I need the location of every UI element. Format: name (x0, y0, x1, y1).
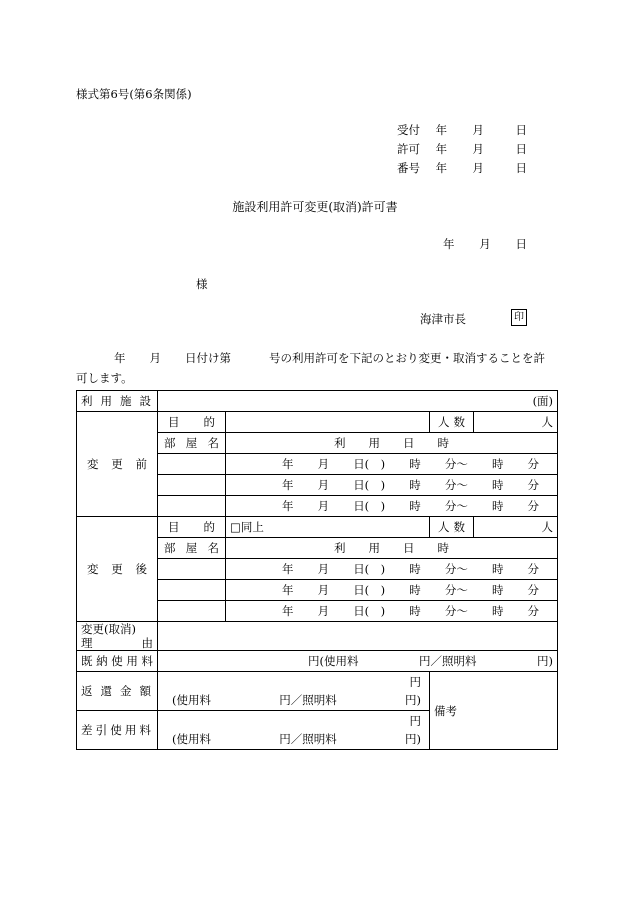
dt-day: 日( ) (353, 457, 386, 471)
addressee-suffix: 様 (196, 277, 208, 291)
dt-month: 月 (317, 478, 330, 492)
reason-label-yu: 由 (141, 636, 153, 650)
purpose-label: 目的 (158, 517, 226, 538)
after-room-field[interactable] (158, 580, 226, 601)
refund-yen: 円 (409, 675, 421, 689)
facility-suffix: (面) (532, 394, 554, 408)
refund-light: 円／照明料 (279, 693, 337, 707)
reception-day: 日 (515, 142, 527, 156)
form-number-label: 様式第6号(第6条関係) (76, 87, 192, 101)
datetime-header: 利 用 日 時 (226, 433, 558, 454)
dt-hour2: 時 (491, 478, 504, 492)
dt-hour2: 時 (491, 499, 504, 513)
body-line-1 (76, 348, 556, 368)
reason-label-ri: 理 (81, 636, 93, 650)
reason-row (77, 622, 558, 651)
facility-row (77, 391, 558, 412)
facility-label: 利用施設 (77, 391, 158, 412)
diff-fee-light: 円／照明料 (279, 732, 337, 746)
reception-year: 年 (435, 123, 448, 137)
dt-min: 分〜 (444, 604, 468, 618)
after-datetime-field[interactable] (226, 580, 558, 601)
dt-hour: 時 (409, 478, 421, 492)
dt-year: 年 (282, 562, 294, 576)
room-name-label: 部屋名 (158, 538, 226, 559)
dt-hour2: 時 (491, 457, 504, 471)
dt-min: 分〜 (444, 499, 468, 513)
dt-day: 日( ) (353, 562, 386, 576)
before-people-field[interactable] (474, 412, 558, 433)
before-label: 変 更 前 (77, 412, 158, 517)
dt-min2: 分 (527, 457, 540, 471)
dt-year: 年 (282, 478, 294, 492)
permit-table (76, 390, 558, 750)
dt-hour: 時 (409, 583, 421, 597)
dt-year: 年 (282, 457, 294, 471)
dt-day: 日( ) (353, 583, 386, 597)
before-room-field[interactable] (158, 475, 226, 496)
reason-field[interactable] (158, 622, 558, 651)
reception-row-permitted (397, 141, 527, 157)
refund-usage: (使用料 (172, 693, 211, 707)
dt-min: 分〜 (444, 457, 468, 471)
paid-fee-label: 既納使用料 (77, 651, 158, 672)
dt-hour: 時 (409, 457, 421, 471)
refund-close: 円) (405, 693, 421, 707)
dt-month: 月 (317, 499, 330, 513)
dt-month: 月 (317, 562, 330, 576)
dt-hour2: 時 (491, 583, 504, 597)
diff-fee-label: 差引使用料 (77, 711, 158, 750)
diff-fee-usage: (使用料 (172, 732, 211, 746)
reception-day: 日 (515, 123, 527, 137)
diff-fee-yen: 円 (409, 714, 421, 728)
reception-month: 月 (472, 161, 484, 175)
body-text: 号の利用許可を下記のとおり変更・取消することを許 (269, 351, 545, 365)
after-label: 変 更 後 (77, 517, 158, 622)
dt-min: 分〜 (444, 583, 468, 597)
reception-label: 許可 (397, 142, 420, 156)
issue-year: 年 (443, 237, 455, 251)
body-dated: 日付け第 (185, 351, 231, 365)
dt-month: 月 (317, 457, 330, 471)
dt-hour2: 時 (491, 562, 504, 576)
body-month: 月 (149, 351, 161, 365)
dt-min2: 分 (527, 478, 540, 492)
dt-min2: 分 (527, 562, 540, 576)
facility-field[interactable] (158, 391, 558, 412)
remarks-field[interactable] (430, 672, 558, 750)
reception-month: 月 (472, 123, 484, 137)
reception-row-number (397, 160, 527, 176)
after-people-field[interactable] (474, 517, 558, 538)
reception-label: 受付 (397, 123, 420, 137)
before-purpose-row (77, 412, 558, 433)
body-paragraph (76, 348, 556, 388)
paid-fee-close: 円) (537, 654, 554, 668)
dt-hour: 時 (409, 562, 421, 576)
after-purpose-field[interactable]: □同上 (226, 517, 430, 538)
reception-label: 番号 (397, 161, 420, 175)
reception-day: 日 (515, 161, 527, 175)
before-datetime-field[interactable] (226, 496, 558, 517)
dt-min2: 分 (527, 604, 540, 618)
dt-year: 年 (282, 499, 294, 513)
document-title: 施設利用許可変更(取消)許可書 (232, 200, 398, 214)
reason-label-line1: 変更(取消) (81, 622, 136, 636)
dt-year: 年 (282, 604, 294, 618)
after-datetime-field[interactable] (226, 601, 558, 622)
after-room-field[interactable] (158, 601, 226, 622)
diff-fee-close: 円) (405, 732, 421, 746)
paid-fee-row (77, 651, 558, 672)
before-room-field[interactable] (158, 496, 226, 517)
issue-date (443, 236, 527, 252)
before-purpose-field[interactable] (226, 412, 430, 433)
diff-fee-field[interactable] (158, 711, 430, 750)
body-year: 年 (114, 351, 126, 365)
dt-day: 日( ) (353, 478, 386, 492)
refund-row (77, 672, 558, 711)
refund-label: 返還金額 (77, 672, 158, 711)
dt-hour2: 時 (491, 604, 504, 618)
room-name-label: 部屋名 (158, 433, 226, 454)
people-label: 人数 (430, 412, 474, 433)
dt-month: 月 (317, 604, 330, 618)
reception-month: 月 (472, 142, 484, 156)
reception-row-received (397, 122, 527, 138)
after-room-field[interactable] (158, 559, 226, 580)
body-line-2: 可します。 (76, 371, 133, 385)
before-datetime-field[interactable] (226, 475, 558, 496)
people-unit: 人 (541, 415, 554, 429)
dt-day: 日( ) (353, 604, 386, 618)
dt-min: 分〜 (444, 478, 468, 492)
purpose-label: 目的 (158, 412, 226, 433)
refund-field[interactable] (158, 672, 430, 711)
dt-min2: 分 (527, 499, 540, 513)
after-datetime-field[interactable] (226, 559, 558, 580)
paid-fee-field[interactable] (158, 651, 558, 672)
dt-min: 分〜 (444, 562, 468, 576)
issue-day: 日 (515, 237, 527, 251)
dt-min2: 分 (527, 583, 540, 597)
people-label: 人数 (430, 517, 474, 538)
reception-year: 年 (435, 142, 448, 156)
before-datetime-field[interactable] (226, 454, 558, 475)
issue-month: 月 (479, 237, 491, 251)
reason-label-line2 (81, 636, 153, 650)
issuer-name: 海津市長 (420, 312, 466, 326)
remarks-label: 備考 (434, 703, 457, 718)
after-purpose-row (77, 517, 558, 538)
reception-year: 年 (435, 161, 448, 175)
paid-fee-light: 円／照明料 (419, 654, 477, 668)
reason-label (77, 622, 158, 651)
dt-hour: 時 (409, 499, 421, 513)
datetime-header: 利 用 日 時 (226, 538, 558, 559)
seal-box: 印 (511, 309, 527, 326)
people-unit: 人 (541, 520, 554, 534)
dt-month: 月 (317, 583, 330, 597)
paid-fee-usage: 円(使用料 (308, 654, 359, 668)
dt-day: 日( ) (353, 499, 386, 513)
before-room-field[interactable] (158, 454, 226, 475)
dt-year: 年 (282, 583, 294, 597)
dt-hour: 時 (409, 604, 421, 618)
